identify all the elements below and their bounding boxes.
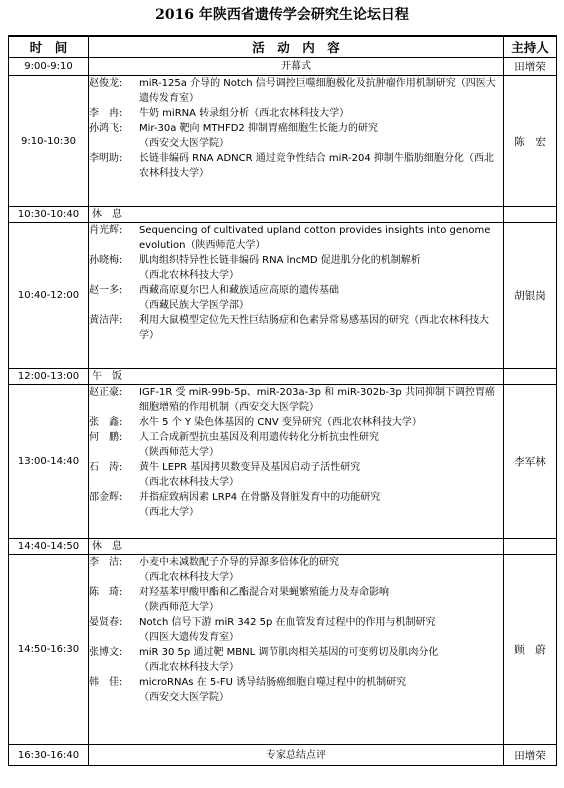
talk-affiliation: （西安交大医学院） (139, 138, 229, 149)
talk-title-text: 肌肉组织特异性长链非编码 RNA lncMD 促进肌分化的机制解析 (139, 255, 421, 266)
activity-cell (89, 76, 504, 207)
talk-entry (89, 385, 503, 415)
talk-entry (89, 253, 503, 283)
host-cell (504, 369, 557, 385)
speaker-name: 何 鹏: (89, 432, 123, 443)
talk-affiliation: （西北农林科技大学） (139, 270, 239, 281)
schedule-row (9, 539, 557, 555)
header-host: 主持人 (504, 36, 557, 58)
speaker-name: 孙鸿飞: (89, 123, 123, 134)
schedule-row (9, 58, 557, 76)
talk-title-text: 对羟基苯甲酸甲酯和乙酯混合对果蝇繁殖能力及寿命影响 (139, 587, 389, 598)
talk-entry (89, 675, 503, 705)
talk-title (139, 151, 503, 181)
speaker-name: 张 鑫: (89, 417, 123, 428)
schedule-row (9, 369, 557, 385)
talk-title-text: 西藏高原夏尔巴人和藏族适应高原的遗传基础 (139, 285, 339, 296)
talk-title-text: 利用大鼠模型定位先天性巨结肠症和色素异常易感基因的研究（西北农林科技大学） (139, 315, 489, 341)
speaker-name: 张博文: (89, 647, 123, 658)
time-cell: 14:40-14:50 (9, 539, 89, 555)
host-cell: 李军林 (504, 385, 557, 539)
activity-cell: 午 饭 (89, 369, 504, 385)
speaker-name: 赵正豪: (89, 387, 123, 398)
schedule-row (9, 76, 557, 207)
time-cell: 10:40-12:00 (9, 223, 89, 369)
activity-cell (89, 223, 504, 369)
talk-entry (89, 283, 503, 313)
time-cell: 13:00-14:40 (9, 385, 89, 539)
speaker-name: 李 洁: (89, 557, 123, 568)
host-cell: 顾 蔚 (504, 555, 557, 745)
header-activity: 活 动 内 容 (89, 36, 504, 58)
time-cell: 16:30-16:40 (9, 745, 89, 766)
activity-cell (89, 385, 504, 539)
speaker-name: 陈 琦: (89, 587, 123, 598)
talk-entry (89, 585, 503, 615)
talk-entry (89, 313, 503, 343)
talk-title (139, 645, 503, 675)
talk-title-text: 黄牛 LEPR 基因拷贝数变异及基因启动子活性研究 (139, 462, 361, 473)
talk-entry (89, 223, 503, 253)
talk-entry (89, 76, 503, 106)
time-cell: 9:00-9:10 (9, 58, 89, 76)
talk-entry (89, 415, 503, 430)
talk-affiliation: （陕西师范大学） (139, 602, 219, 613)
talk-entry (89, 460, 503, 490)
speaker-name: 李明助: (89, 153, 123, 164)
host-cell (504, 539, 557, 555)
schedule-row (9, 207, 557, 223)
schedule-table (8, 35, 557, 766)
talk-entry (89, 430, 503, 460)
speaker-name: 孙晓梅: (89, 255, 123, 266)
schedule-row (9, 385, 557, 539)
page-title: 2016 年陕西省遗传学会研究生论坛日程 (155, 7, 409, 23)
talk-affiliation: （西藏民族大学医学部） (139, 300, 249, 311)
schedule-body (9, 58, 557, 766)
talk-title-text: 长链非编码 RNA ADNCR 通过竞争性结合 miR-204 抑制牛脂肪细胞分化（西北农林科技大学） (139, 153, 494, 179)
host-cell: 田增荣 (504, 58, 557, 76)
speaker-name: 石 涛: (89, 462, 123, 473)
talk-affiliation: （西北农林科技大学） (139, 572, 239, 583)
talk-title (139, 555, 503, 585)
talk-title (139, 313, 503, 343)
talk-title-text: 牛奶 miRNA 转录组分析（西北农林科技大学） (139, 108, 350, 119)
talk-title-text: miR 30 5p 通过靶 MBNL 调节肌肉相关基因的可变剪切及肌肉分化 (139, 647, 439, 658)
time-cell: 10:30-10:40 (9, 207, 89, 223)
talk-entry (89, 106, 503, 121)
talk-title (139, 615, 503, 645)
talk-title-text: 水牛 5 个 Y 染色体基因的 CNV 变异研究（西北农林科技大学） (139, 417, 422, 428)
activity-cell (89, 555, 504, 745)
talk-title-text: IGF-1R 受 miR-99b-5p、miR-203a-3p 和 miR-302b-3p 共同抑制下调控胃癌细胞增殖的作用机制（西安交大医学院） (139, 387, 495, 413)
talk-title-text: Sequencing of cultivated upland cotton provides insights into genome evolution（陕西师范大学） (139, 225, 491, 251)
speaker-name: 李 冉: (89, 108, 123, 119)
talk-title (139, 76, 503, 106)
activity-cell: 开幕式 (89, 58, 504, 76)
talk-title (139, 253, 503, 283)
talk-title (139, 106, 503, 121)
speaker-name: 韩 佳: (89, 677, 123, 688)
talk-title-text: 人工合成新型抗虫基因及利用遗传转化分析抗虫性研究 (139, 432, 379, 443)
talk-entry (89, 151, 503, 181)
speaker-name: 黄洁萍: (89, 315, 123, 326)
talk-entry (89, 490, 503, 520)
talk-title (139, 675, 503, 705)
talk-title (139, 585, 503, 615)
talk-title-text: Mir-30a 靶向 MTHFD2 抑制胃癌细胞生长能力的研究 (139, 123, 378, 134)
speaker-name: 赵俊龙: (89, 78, 123, 89)
host-cell (504, 207, 557, 223)
schedule-row (9, 223, 557, 369)
talk-entry (89, 645, 503, 675)
talk-affiliation: （西北农林科技大学） (139, 477, 239, 488)
host-cell: 胡银岗 (504, 223, 557, 369)
speaker-name: 肖光辉: (89, 225, 123, 236)
time-cell: 12:00-13:00 (9, 369, 89, 385)
talk-affiliation: （西北农林科技大学） (139, 662, 239, 673)
talk-title-text: microRNAs 在 5-FU 诱导结肠癌细胞自噬过程中的机制研究 (139, 677, 407, 688)
talk-title (139, 385, 503, 415)
talk-title-text: miR-125a 介导的 Notch 信号调控巨噬细胞极化及抗肿瘤作用机制研究（四医大遗传发育室） (139, 78, 496, 104)
activity-cell: 休 息 (89, 539, 504, 555)
schedule-row (9, 745, 557, 766)
talk-entry (89, 615, 503, 645)
host-cell: 田增荣 (504, 745, 557, 766)
speaker-name: 邵金辉: (89, 492, 123, 503)
activity-cell: 专家总结点评 (89, 745, 504, 766)
talk-title-text: 并指症致病因素 LRP4 在骨骼及肾脏发育中的功能研究 (139, 492, 381, 503)
time-cell: 14:50-16:30 (9, 555, 89, 745)
talk-title (139, 460, 503, 490)
schedule-row (9, 555, 557, 745)
activity-cell: 休 息 (89, 207, 504, 223)
header-row (9, 36, 557, 58)
talk-title (139, 283, 503, 313)
talk-entry (89, 121, 503, 151)
header-time: 时 间 (9, 36, 89, 58)
talk-affiliation: （陕西师范大学） (139, 447, 219, 458)
talk-title (139, 223, 503, 253)
talk-title-text: 小麦中未减数配子介导的异源多倍体化的研究 (139, 557, 339, 568)
speaker-name: 晏贤春: (89, 617, 123, 628)
talk-title (139, 490, 503, 520)
talk-entry (89, 555, 503, 585)
time-cell: 9:10-10:30 (9, 76, 89, 207)
talk-title (139, 415, 503, 430)
talk-affiliation: （西北大学） (139, 507, 199, 518)
talk-affiliation: （西安交大医学院） (139, 692, 229, 703)
talk-title-text: Notch 信号下游 miR 342 5p 在血管发育过程中的作用与机制研究 (139, 617, 436, 628)
talk-affiliation: （四医大遗传发育室） (139, 632, 239, 643)
host-cell: 陈 宏 (504, 76, 557, 207)
talk-title (139, 430, 503, 460)
speaker-name: 赵一多: (89, 285, 123, 296)
talk-title (139, 121, 503, 151)
